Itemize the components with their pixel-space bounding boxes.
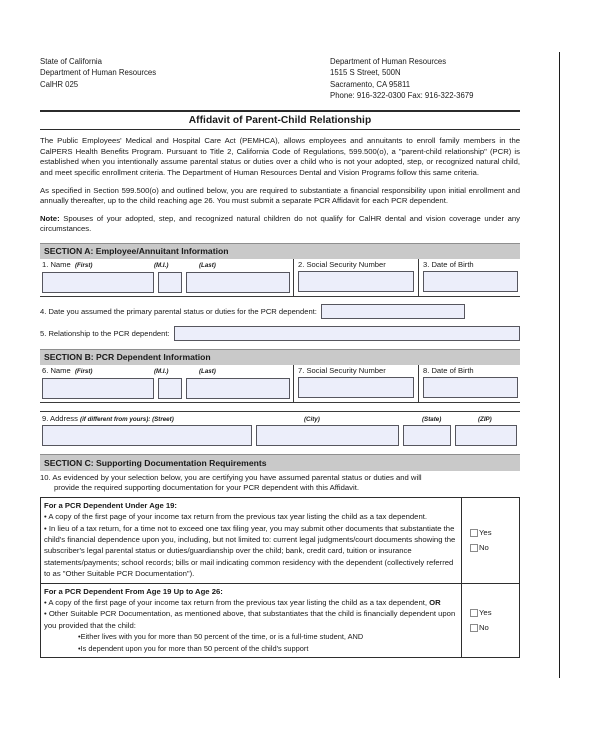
section-b-ssn-group [294, 365, 419, 402]
requirement-text-19-to-26 [41, 584, 461, 657]
choice-group-19-to-26 [461, 584, 519, 657]
first-hint: (First) [74, 368, 93, 376]
section-a-dob-group [419, 259, 520, 296]
section-a-name-inputs [40, 272, 290, 293]
section-b-last-hint: (Last) [199, 368, 216, 376]
address-label: 9. Address (if different from yours): (Street) [42, 413, 174, 423]
assumed-status-date-input[interactable] [321, 304, 465, 319]
section-c-header: SECTION C: Supporting Documentation Requirements [40, 454, 520, 471]
header-agency-block [40, 56, 156, 101]
choice-no-label: No [479, 543, 489, 553]
header-state-line: State of California [40, 57, 102, 66]
address-hint: (if different from yours): (Street) [80, 415, 174, 423]
requirement-or-emphasis: OR [429, 598, 441, 607]
intro-paragraph-1: The Public Employees' Medical and Hospital Care Act (PEMHCA), allows employees and annuitants to enroll family members in the CalPERS Health Benefits Program. Pursuant to Title 2, California Code of Regulations, 599.500(o), a "parent-child relationship" (PCR) is established when you intentionally assume parental status or duties over a child who is not your adopted, step, or recognized natural child, and meet specific enrollment criteria. The Department of Human Resources Dental and Vision Programs follow this same criteria. [40, 136, 520, 177]
section-b-name-row [40, 365, 520, 403]
choice-no-label: No [479, 623, 489, 633]
choice-group-under-19 [461, 498, 519, 583]
checkbox-no-icon[interactable] [470, 624, 478, 632]
requirement-bullet-1-under-19: • A copy of the first page of your income tax return from the previous tax year listing the child as a tax dependent. [44, 512, 428, 522]
contact-department: Department of Human Resources [330, 57, 447, 66]
checkbox-no-icon[interactable] [470, 544, 478, 552]
section-b-address-row [40, 411, 520, 447]
contact-street: 1515 S Street, 500N [330, 68, 401, 78]
section-a-name-row [40, 259, 520, 297]
header-department-line: Department of Human Resources [40, 68, 157, 78]
dependent-first-name-input[interactable] [42, 378, 154, 399]
title-rule-thin [40, 129, 520, 130]
document-header [40, 0, 520, 101]
requirement-bullet-2-19-to-26: • Other Suitable PCR Documentation, as mentioned above, that substantiates that the child is financially dependent upon you provided that the child: [44, 609, 456, 630]
state-hint: (State) [422, 415, 442, 423]
employee-middle-initial-input[interactable] [158, 272, 182, 293]
choice-yes-label: Yes [479, 528, 492, 538]
dependent-ssn-input[interactable] [298, 377, 414, 398]
section-a-ssn-group [294, 259, 419, 296]
employee-dob-input[interactable] [423, 271, 518, 292]
contact-phone-fax: Phone: 916-322-0300 Fax: 916-322-3679 [330, 90, 474, 100]
requirement-block-under-19 [41, 498, 519, 583]
form-sheet [40, 0, 520, 658]
city-hint: (City) [304, 415, 320, 423]
dependent-zip-input[interactable] [455, 425, 517, 446]
dependent-last-name-input[interactable] [186, 378, 290, 399]
header-form-number: CalHR 025 [40, 79, 79, 89]
section-b-name-label: 6. Name (First) [42, 366, 93, 376]
section-b-dob-label: 8. Date of Birth [423, 366, 474, 376]
section-b-ssn-label: 7. Social Security Number [298, 366, 386, 376]
checkbox-yes-icon[interactable] [470, 529, 478, 537]
section-b-name-inputs [40, 378, 290, 399]
section-a-question-4-row [40, 304, 520, 319]
dependent-dob-input[interactable] [423, 377, 518, 398]
section-b-name-group [40, 365, 294, 402]
page-edge-line [559, 52, 560, 678]
employee-first-name-input[interactable] [42, 272, 154, 293]
dependent-state-input[interactable] [403, 425, 451, 446]
address-inputs [40, 425, 520, 446]
section-a-name-labels [40, 260, 290, 271]
section-b-dob-group [419, 365, 520, 402]
requirement-text-under-19 [41, 498, 461, 583]
section-a-header: SECTION A: Employee/Annuitant Information [40, 243, 520, 260]
section-a-last-hint: (Last) [199, 262, 216, 270]
section-c-intro-line-1: 10. As evidenced by your selection below, you are certifying you have assumed parental status or duties and will [40, 472, 422, 482]
dependent-street-input[interactable] [42, 425, 252, 446]
question-4-label: 4. Date you assumed the primary parental status or duties for the PCR dependent: [40, 306, 317, 316]
documentation-requirements-table [40, 497, 520, 658]
section-a-question-5-row [40, 326, 520, 341]
section-b-name-labels [40, 366, 290, 377]
note-label: Note: [40, 213, 60, 223]
section-a-mi-hint: (M.I.) [154, 262, 169, 270]
choice-no-19-to-26[interactable] [470, 623, 519, 632]
employee-ssn-input[interactable] [298, 271, 414, 292]
section-a-ssn-label: 2. Social Security Number [298, 260, 386, 270]
dependent-city-input[interactable] [256, 425, 399, 446]
section-a-name-label: 1. Name (First) [42, 260, 93, 270]
requirement-block-19-to-26 [41, 583, 519, 657]
employee-last-name-input[interactable] [186, 272, 290, 293]
requirement-subbullet-1: •Either lives with you for more than 50 percent of the time, or is a full-time student, AND [78, 632, 364, 642]
section-a-dob-label: 3. Date of Birth [423, 260, 474, 270]
choice-yes-label: Yes [479, 608, 492, 618]
note-text: Spouses of your adopted, step, and recognized natural children do not qualify for CalHR dental and vision coverage under any circumstances. [40, 213, 520, 234]
choice-yes-19-to-26[interactable] [470, 608, 519, 617]
requirement-heading-under-19: For a PCR Dependent Under Age 19: [44, 500, 177, 510]
requirement-bullet-2-under-19: • In lieu of a tax return, for a time not to exceed one tax filing year, you may submit other documents that substantiate the child's financial dependence upon you, including, but not limited to: current legal judgments/court documents showing the subscriber's legal parental status or duties/guardianship over the child; bank, credit card, tuition or insurance statements/payments; school records; bills or mail indicating common residency with the dependent (collectively referred to as "Other Suitable PCR Documentation"). [44, 523, 456, 579]
section-c-intro [40, 473, 520, 494]
section-b-header: SECTION B: PCR Dependent Information [40, 349, 520, 366]
first-hint: (First) [74, 262, 93, 270]
requirement-subbullet-2: •Is dependent upon you for more than 50 percent of the child's support [78, 643, 309, 653]
choice-no-under-19[interactable] [470, 543, 519, 552]
choice-yes-under-19[interactable] [470, 528, 519, 537]
intro-note [40, 214, 520, 235]
section-a-name-group [40, 259, 294, 296]
intro-paragraph-2: As specified in Section 599.500(o) and outlined below, you are required to substantiate a financial responsibility upon initial enrollment and annually thereafter, up to the child reaching age 26. You must submit a separate PCR Affidavit for each PCR dependent. [40, 185, 520, 206]
relationship-input[interactable] [174, 326, 520, 341]
address-labels [40, 414, 520, 425]
section-b-mi-hint: (M.I.) [154, 368, 169, 376]
header-contact-block [330, 56, 520, 101]
dependent-middle-initial-input[interactable] [158, 378, 182, 399]
requirement-heading-19-to-26: For a PCR Dependent From Age 19 Up to Age 26: [44, 586, 223, 596]
page-title: Affidavit of Parent-Child Relationship [188, 115, 372, 127]
question-5-label: 5. Relationship to the PCR dependent: [40, 328, 170, 338]
checkbox-yes-icon[interactable] [470, 609, 478, 617]
contact-city-state-zip: Sacramento, CA 95811 [330, 79, 411, 89]
requirement-bullet-1-19-to-26: • A copy of the first page of your income tax return from the previous tax year listing the child as a tax dependent, OR [44, 598, 441, 607]
zip-hint: (ZIP) [478, 415, 492, 423]
section-c-intro-line-2: provide the required supporting documentation for your PCR dependent with this Affidavit. [54, 483, 359, 493]
